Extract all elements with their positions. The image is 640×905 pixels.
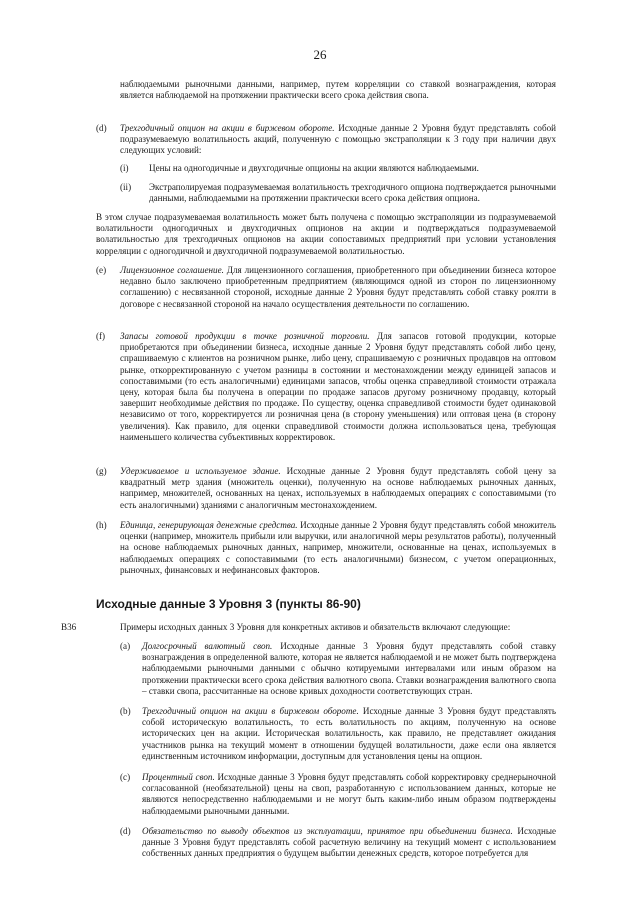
sublist-item-ii: [120, 182, 556, 204]
list-marker: (d): [96, 123, 107, 133]
list-marker: (h): [96, 520, 107, 530]
list-item-title: Трехгодичный опцион на акции в биржевом обороте.: [142, 706, 359, 716]
list-item-body: Исходные данные 3 Уровня будут представлять собой ставку вознаграждения в определенной валюте, которая не является наблюдаемой и не может быть подтверждена наблюдаемыми рыночными данными с обычно котируемыми интервалами или иным образом на протяжении практически всего срока действия валютного свопа. Ставки вознаграждения валютного свопа – ставки свопа, рассчитанные на основе кривых доходности соответствующих стран.: [142, 641, 556, 696]
list-item-c-level3: [120, 772, 556, 817]
list-item-body: Исходные данные 2 Уровня будут представлять собой подразумеваемую волатильность акций, полученную с помощью экстраполяции к 3 году при наличии двух следующих условий:: [120, 123, 557, 156]
list-marker: (i): [120, 163, 129, 173]
list-item-body: Исходные данные 3 Уровня будут представлять собой расчетную величину на текущий момент с использованием собственных данных предприятия о будущем выбытии денежных средств, которое потребуется для: [142, 826, 556, 859]
list-item-title: Обязательство по выводу объектов из эксплуатации, принятое при объединении бизнеса.: [142, 826, 513, 836]
list-item-text: [120, 123, 556, 157]
list-marker: (f): [96, 331, 106, 341]
list-item-d-level3: [120, 826, 556, 860]
list-item-body: Экстраполируемая подразумеваемая волатильность трехгодичного опциона подтверждается рыночными данными, наблюдаемыми на протяжении практически всего срока действия опциона.: [149, 182, 556, 204]
list-item-text: [142, 826, 556, 860]
list-item-body: Исходные данные 2 Уровня будут представлять собой цену за квадратный метр здания (множитель оценки), полученную на основе наблюдаемых рыночных данных, например, множителей, основанных на ценах, используемых в наблюдаемых операциях с сопоставимыми (то есть аналогичными) зданиями с аналогичным местонахождением.: [120, 466, 556, 510]
list-item-body: Исходные данные 3 Уровня будут представлять собой корректировку среднерыночной согласованной (необязательной) цены на своп, разработанную с использованием данных, которые не являются непосредственно наблюдаемыми и не могут быть каким-либо иным образом подтверждены наблюдаемыми рыночными данными.: [142, 772, 556, 816]
list-item-text: [149, 182, 556, 204]
list-item-h: [96, 520, 556, 576]
list-item-text: [120, 466, 556, 511]
list-item-body: Цены на одногодичные и двухгодичные опционы на акции являются наблюдаемыми.: [149, 163, 479, 173]
list-item-d-level2: [96, 123, 556, 157]
section-heading: Исходные данные 3 Уровня 3 (пункты 86-90): [96, 597, 361, 611]
list-item-text: [149, 163, 556, 174]
list-item-body: Исходные данные 3 Уровня будут представлять собой историческую волатильность, то есть волатильность по акциям, полученную на основе исторических цен на акции. Историческая волатильность, как правило, не представляет ожидания участников рынка на текущий момент в отношении будущей волатильности, даже если она является единственным источником информации, доступным для установления цены на опцион.: [142, 706, 556, 761]
paragraph-code: B36: [61, 622, 77, 632]
list-item-title: Процентный своп.: [142, 772, 215, 782]
list-item-title: Лицензионное соглашение.: [120, 265, 224, 275]
list-item-text: [142, 706, 556, 762]
list-item-body: Для лицензионного соглашения, приобретенного при объединении бизнеса которое недавно было заключено приобретенным предприятием (являющимся одной из сторон по лицензионному соглашению) с несвязанной стороной, исходные данные 2 Уровня будут представлять собой ставку роялти в договоре с несвязанной стороной на начало осуществления деятельности по соглашению.: [120, 265, 556, 309]
list-item-text: [120, 520, 556, 576]
list-marker: (d): [120, 826, 131, 836]
list-item-text: [120, 265, 556, 310]
list-marker: (b): [120, 706, 131, 716]
list-marker: (ii): [120, 182, 132, 192]
list-marker: (g): [96, 466, 107, 476]
list-item-e: [96, 265, 556, 310]
list-marker: (e): [96, 265, 107, 275]
list-marker: (c): [120, 772, 131, 782]
list-marker: (a): [120, 641, 131, 651]
list-item-title: Запасы готовой продукции в точке розничной торговли.: [120, 331, 370, 341]
list-item-g: [96, 466, 556, 511]
list-item-b-level3: [120, 706, 556, 762]
list-item-title: Удерживаемое и используемое здание.: [120, 466, 281, 476]
continuation-paragraph: наблюдаемыми рыночными данными, например, путем корреляции со ставкой вознаграждения, которая является наблюдаемой на протяжении практически всего срока действия свопа.: [120, 79, 556, 101]
list-item-body: Для запасов готовой продукции, которые приобретаются при объединении бизнеса, исходные данные 2 Уровня будут представлять собой либо цену, спрашиваемую с клиентов на розничном рынке, либо цену, спрашиваемую с розничных продавцов на оптовом рынке, откорректированную с учетом разницы в состоянии и местонахождении между единицей запасов и сопоставимыми (то есть аналогичными) единицами запасов, чтобы оценка справедливой стоимости отражала цену, которая была бы получена в операции по продаже запасов другому розничному продавцу, который завершит необходимые действия по продаже. По существу, оценка справедливой стоимости будет одинаковой независимо от того, корректируется ли розничная цена (в сторону уменьшения) или оптовая цена (в сторону увеличения). Как правило, для оценки справедливой стоимости должна использоваться цена, требующая наименьшего количества субъективных корректировок.: [120, 331, 556, 442]
list-item-text: [142, 772, 556, 817]
list-item-a-level3: [120, 641, 556, 697]
list-item-title: Трехгодичный опцион на акции в биржевом обороте.: [120, 123, 335, 133]
sublist-item-i: [120, 163, 556, 174]
list-item-body: Исходные данные 2 Уровня будут представлять собой множитель оценки (например, множитель прибыли или выручки, или аналогичной меры результатов работы), полученный на основе наблюдаемых рыночных данных, например, множители, основанные на ценах, используемых в наблюдаемых операциях с сопоставимыми (то есть аналогичными) бизнесом, с учетом операционных, рыночных, финансовых и нефинансовых факторов.: [120, 520, 557, 575]
b36-intro: Примеры исходных данных 3 Уровня для конкретных активов и обязательств включают следующие:: [120, 622, 511, 632]
list-item-f: [96, 331, 556, 443]
list-item-text: [142, 641, 556, 697]
body-paragraph: В этом случае подразумеваемая волатильность может быть получена с помощью экстраполяции из подразумеваемой волатильности одногодичных и двухгодичных опционов на акции и подтверждаться подразумеваемой волатильностью для трехгодичных опционов на акции сопоставимых предприятий при условии установления корреляции с одногодичной и двухгодичной подразумеваемой волатильностью.: [96, 212, 556, 256]
list-item-title: Долгосрочный валютный своп.: [142, 641, 273, 651]
list-item-text: [120, 331, 556, 443]
list-item-title: Единица, генерирующая денежные средства.: [120, 520, 298, 530]
page-number: 26: [313, 47, 327, 62]
